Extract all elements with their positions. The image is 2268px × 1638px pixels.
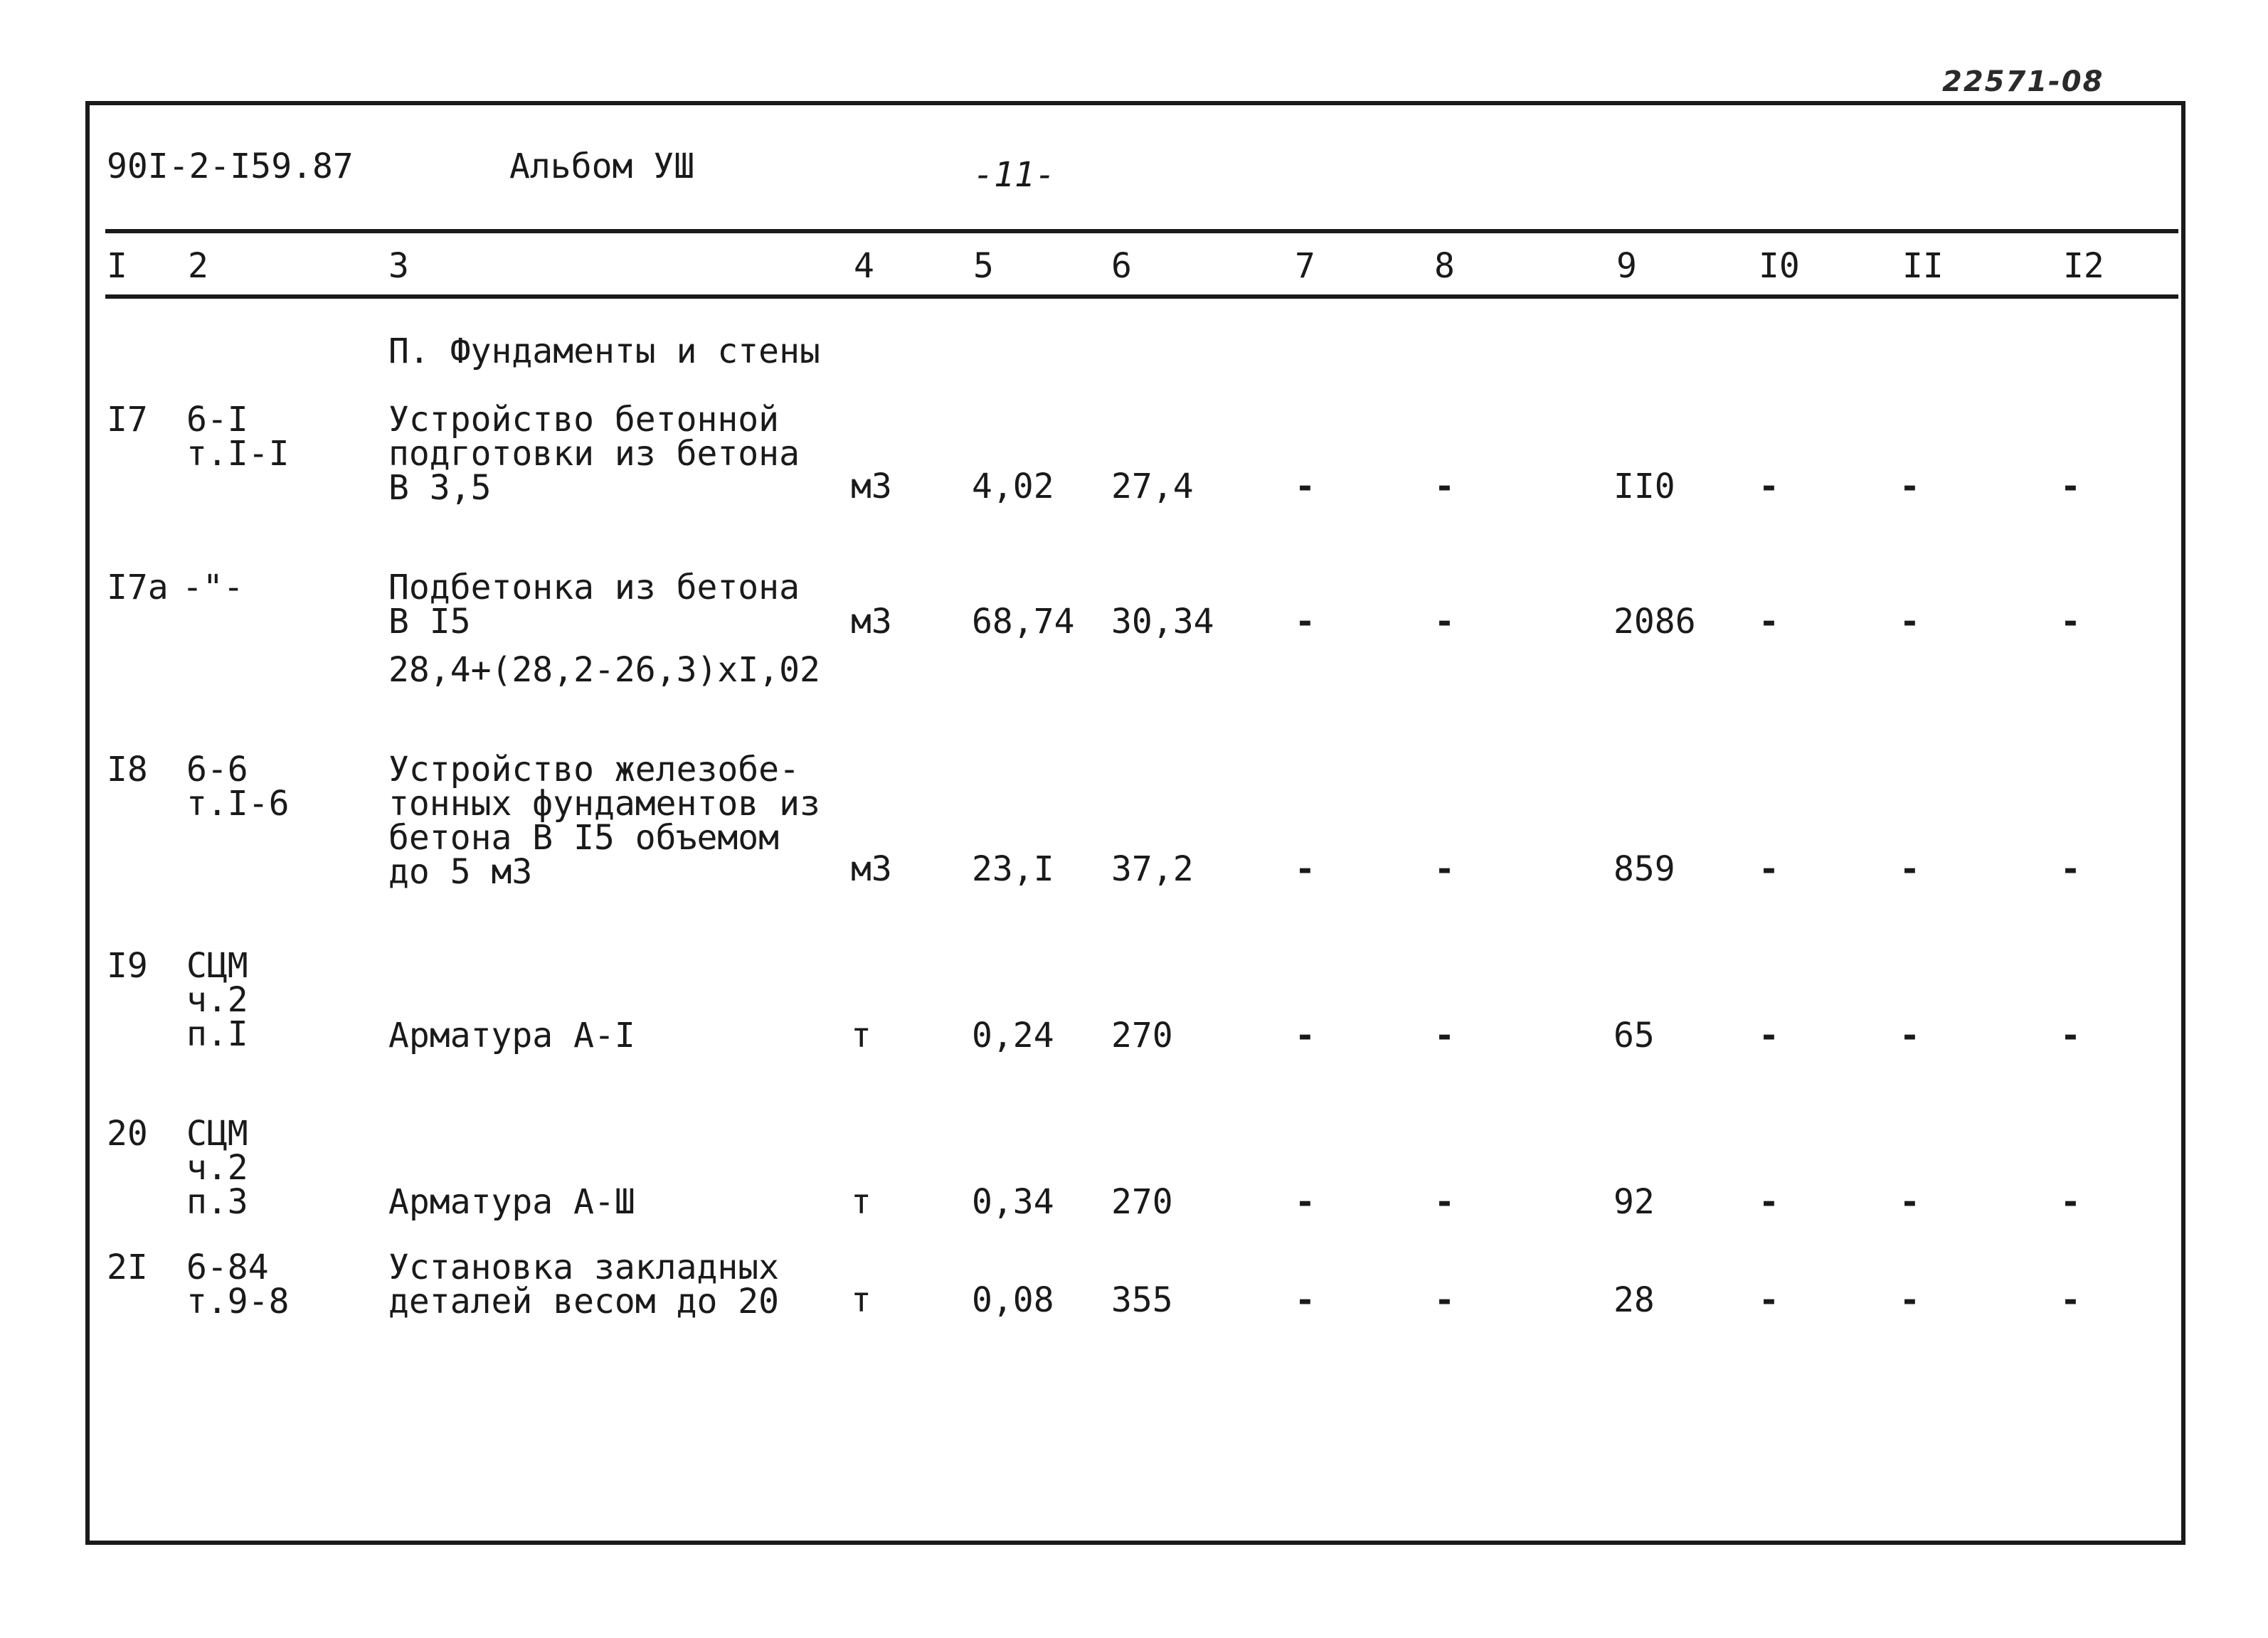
row-col11: - [1899,1280,1920,1320]
row-quantity: 0,34 [972,1182,1054,1222]
column-header-1: I [107,246,127,286]
row-price: 270 [1111,1016,1173,1055]
row-col8: - [1434,1016,1455,1055]
document-stamp-number: 22571-08 [1942,65,2104,98]
row-total: 28 [1613,1280,1655,1320]
row-col7: - [1295,1182,1315,1222]
row-price: 270 [1111,1182,1173,1222]
row-quantity: 23,I [972,849,1054,889]
row-unit: м3 [851,849,892,889]
row-number: I7а [107,568,169,607]
row-col12: - [2060,1280,2081,1320]
row-unit: т [851,1016,871,1055]
column-header-2: 2 [188,246,208,286]
row-col7: - [1295,602,1315,642]
column-header-6: 6 [1111,246,1132,286]
row-col7: - [1295,467,1315,506]
row-number: 2I [107,1248,148,1287]
row-reference: СЦМ ч.2 п.I [186,946,248,1054]
row-description: Устройство железобе- тонных фундаментов из бетона В I5 объемом до 5 м3 [388,750,820,892]
row-quantity: 0,08 [972,1280,1054,1320]
page-number: -11- [973,155,1056,195]
row-total: 859 [1613,849,1675,889]
document-code: 90I-2-I59.87 [107,147,354,186]
row-col7: - [1295,849,1315,889]
row-formula: 28,4+(28,2-26,3)хI,02 [388,650,820,690]
row-description: Устройство бетонной подготовки из бетона В 3,5 [388,400,800,508]
row-price: 30,34 [1111,602,1214,642]
row-col8: - [1434,849,1455,889]
row-col8: - [1434,467,1455,506]
row-reference: СЦМ ч.2 п.3 [186,1114,248,1222]
album-title: Альбом УШ [509,147,695,186]
row-col8: - [1434,602,1455,642]
row-col8: - [1434,1182,1455,1222]
row-total: 2086 [1613,602,1696,642]
row-price: 37,2 [1111,849,1194,889]
row-quantity: 68,74 [972,602,1075,642]
row-unit: т [851,1280,871,1320]
row-total: II0 [1613,467,1675,506]
row-unit: т [851,1182,871,1222]
row-col12: - [2060,467,2081,506]
row-number: I8 [107,750,148,789]
row-description: Подбетонка из бетона В I5 [388,568,800,642]
row-col10: - [1759,602,1779,642]
row-number: 20 [107,1114,148,1154]
row-col10: - [1759,849,1779,889]
row-quantity: 4,02 [972,467,1054,506]
row-reference: -"- [182,568,244,607]
row-col10: - [1759,467,1779,506]
row-unit: м3 [851,602,892,642]
column-header-8: 8 [1434,246,1455,286]
row-col12: - [2060,849,2081,889]
column-header-10: I0 [1759,246,1800,286]
row-col7: - [1295,1016,1315,1055]
row-col11: - [1899,602,1920,642]
column-header-7: 7 [1295,246,1315,286]
row-col10: - [1759,1280,1779,1320]
column-header-3: 3 [388,246,409,286]
section-title: П. Фундаменты и стены [388,331,820,371]
row-reference: 6-6 т.I-6 [186,750,290,824]
column-header-11: II [1902,246,1944,286]
column-header-4: 4 [854,246,874,286]
column-header-12: I2 [2063,246,2104,286]
row-col11: - [1899,1182,1920,1222]
row-col11: - [1899,467,1920,506]
row-col11: - [1899,1016,1920,1055]
row-total: 92 [1613,1182,1655,1222]
row-description: Арматура А-I [388,1016,635,1055]
column-header-5: 5 [973,246,994,286]
row-col12: - [2060,1182,2081,1222]
header-rule-bottom [105,294,2178,299]
row-total: 65 [1613,1016,1655,1055]
row-col10: - [1759,1016,1779,1055]
row-description: Установка закладных деталей весом до 20 [388,1248,780,1321]
row-quantity: 0,24 [972,1016,1054,1055]
row-col12: - [2060,602,2081,642]
header-rule-top [105,229,2178,233]
row-price: 355 [1111,1280,1173,1320]
row-unit: м3 [851,467,892,506]
row-col8: - [1434,1280,1455,1320]
row-number: I9 [107,946,148,986]
row-price: 27,4 [1111,467,1194,506]
row-col10: - [1759,1182,1779,1222]
row-reference: 6-84 т.9-8 [186,1248,290,1321]
row-col11: - [1899,849,1920,889]
column-header-9: 9 [1616,246,1637,286]
row-reference: 6-I т.I-I [186,400,290,474]
row-number: I7 [107,400,148,440]
row-col12: - [2060,1016,2081,1055]
row-description: Арматура А-Ш [388,1182,635,1222]
row-col7: - [1295,1280,1315,1320]
